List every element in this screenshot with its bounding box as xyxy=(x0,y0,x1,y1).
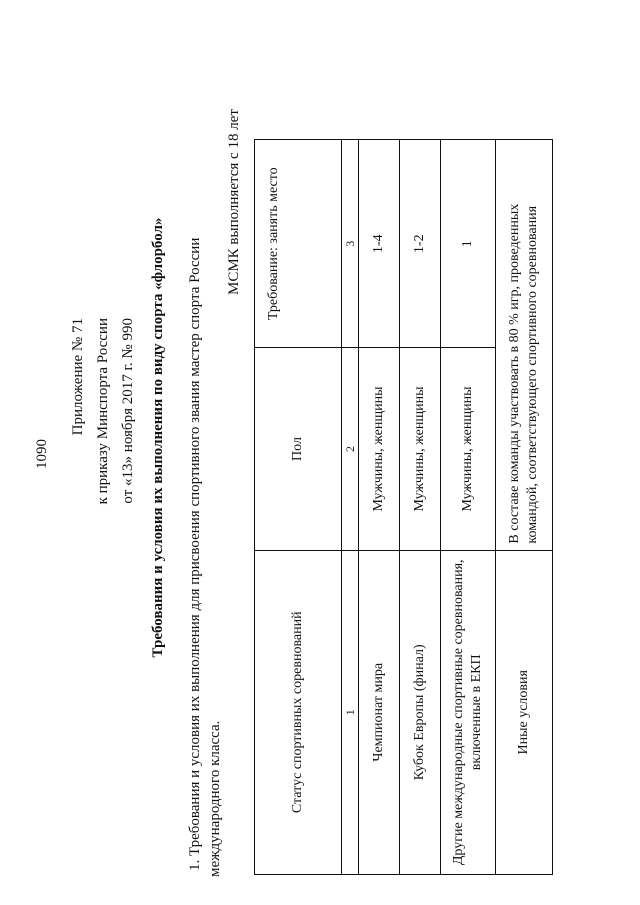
row-place: 1-4 xyxy=(359,140,400,348)
page-number: 1090 xyxy=(34,439,50,469)
row-status: Чемпионат мира xyxy=(359,550,400,874)
header-requirement: Требование: занять место xyxy=(255,140,342,348)
row-gender: Мужчины, женщины xyxy=(400,348,441,550)
column-number-row xyxy=(342,140,359,875)
row-gender: Мужчины, женщины xyxy=(359,348,400,550)
table-header-row xyxy=(255,140,342,875)
column-number: 2 xyxy=(342,348,359,550)
requirements-table xyxy=(254,139,553,875)
row-status: Другие международные спортивные соревнования, включенные в ЕКП xyxy=(441,550,496,874)
row-place: 1-2 xyxy=(400,140,441,348)
appendix-order: к приказу Минспорта России xyxy=(95,318,111,505)
paragraph-line-2: международного класса. xyxy=(207,720,223,877)
table-row xyxy=(441,140,496,875)
document-title: Требования и условия их выполнения по виду спорта «флорбол» xyxy=(150,217,166,658)
table-row xyxy=(400,140,441,875)
column-number: 1 xyxy=(342,550,359,874)
table-row xyxy=(359,140,400,875)
header-status: Статус спортивных соревнований xyxy=(255,550,342,874)
age-note: МСМК выполняется с 18 лет xyxy=(226,109,242,295)
other-conditions-label: Иные условия xyxy=(496,550,553,874)
column-number: 3 xyxy=(342,140,359,348)
appendix-number: Приложение № 71 xyxy=(70,318,86,436)
table-row-other-conditions xyxy=(496,140,553,875)
other-conditions-text: В составе команды участвовать в 80 % игр, проведенных командой, соответствующего спортивного соревнования xyxy=(496,140,553,551)
row-gender: Мужчины, женщины xyxy=(441,348,496,550)
appendix-date: от «13» ноября 2017 г. № 990 xyxy=(120,318,136,504)
header-gender: Пол xyxy=(255,348,342,550)
row-status: Кубок Европы (финал) xyxy=(400,550,441,874)
row-place: 1 xyxy=(441,140,496,348)
paragraph-line-1: 1. Требования и условия их выполнения для присвоения спортивного звания мастер спорта России xyxy=(187,237,203,871)
